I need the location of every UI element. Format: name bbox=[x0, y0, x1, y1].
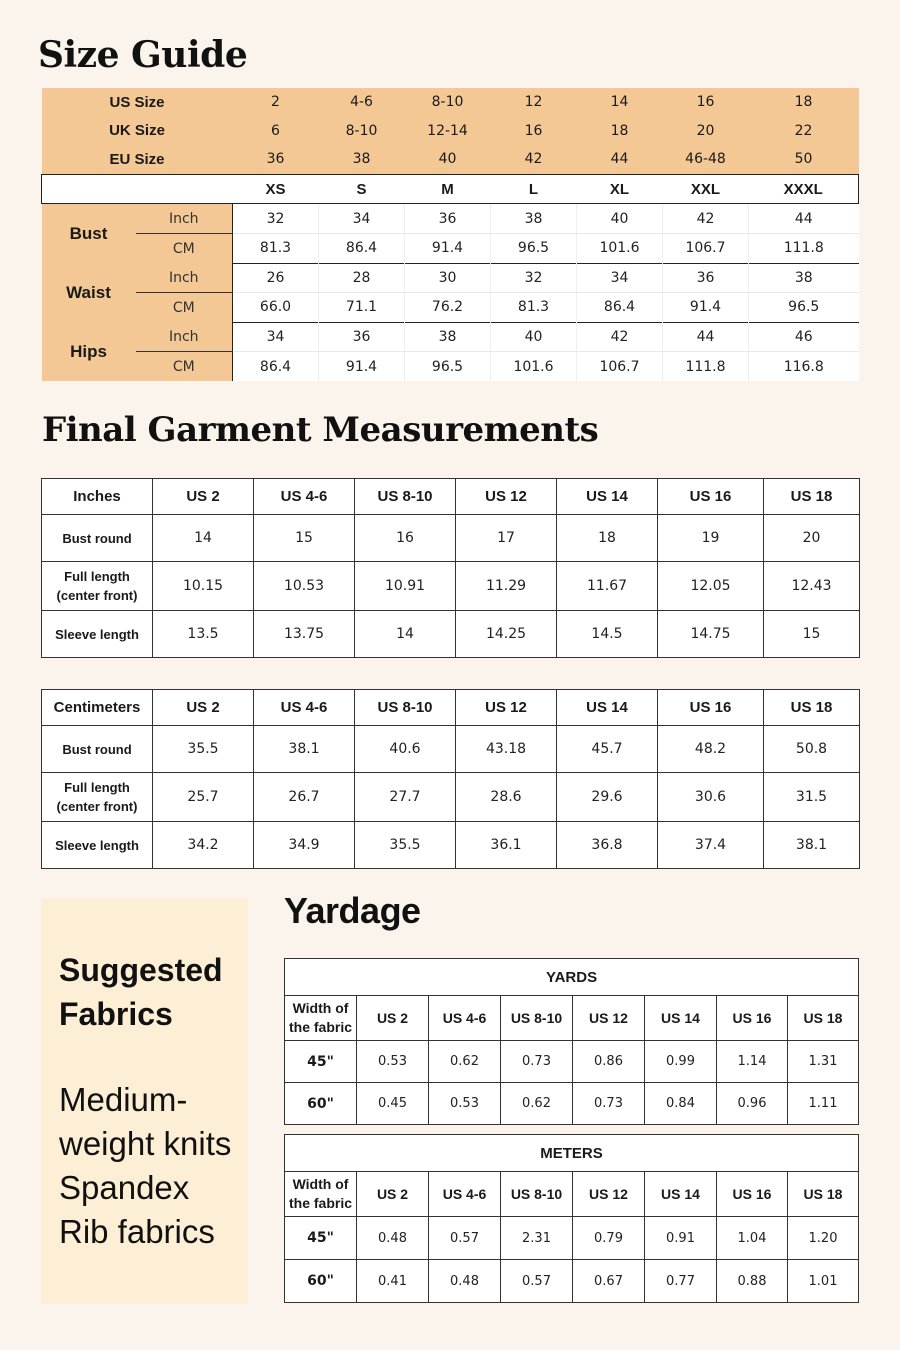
size-header: US 8-10 bbox=[355, 690, 456, 726]
value-cell: 16 bbox=[355, 515, 456, 562]
measure-cell: 42 bbox=[663, 204, 749, 234]
row-label-line: Full length bbox=[64, 780, 130, 795]
measure-cell: 96.5 bbox=[749, 293, 859, 323]
size-header: US 4-6 bbox=[254, 690, 355, 726]
table-row bbox=[42, 726, 860, 773]
fabrics-heading-line: Suggested bbox=[59, 952, 223, 988]
value-cell: 1.01 bbox=[788, 1260, 859, 1303]
row-label-line: (center front) bbox=[56, 799, 138, 814]
letter-size-cell: XS bbox=[233, 174, 319, 204]
value-cell: 14.5 bbox=[557, 611, 658, 658]
row-label-line: (center front) bbox=[56, 588, 138, 603]
measure-cell: 44 bbox=[749, 204, 859, 234]
table-row bbox=[285, 1083, 859, 1125]
size-cell: 8-10 bbox=[405, 88, 491, 117]
measure-cell: 28 bbox=[319, 263, 405, 293]
value-cell: 17 bbox=[456, 515, 557, 562]
waist-cm-row bbox=[42, 293, 859, 323]
value-cell: 1.20 bbox=[788, 1217, 859, 1260]
row-label: Bust round bbox=[42, 726, 153, 773]
uk-size-label: UK Size bbox=[42, 117, 233, 146]
measure-cell: 111.8 bbox=[663, 352, 749, 381]
value-cell: 15 bbox=[254, 515, 355, 562]
size-header: US 14 bbox=[557, 479, 658, 515]
value-cell: 12.43 bbox=[764, 562, 860, 611]
value-cell: 19 bbox=[658, 515, 764, 562]
size-header: US 18 bbox=[788, 1172, 859, 1217]
unit-header: Centimeters bbox=[42, 690, 153, 726]
size-cell: 42 bbox=[491, 145, 577, 174]
measure-cell: 91.4 bbox=[663, 293, 749, 323]
width-header-line: the fabric bbox=[288, 1195, 352, 1211]
width-label: 45" bbox=[285, 1041, 357, 1083]
eu-size-row bbox=[42, 145, 859, 174]
size-header: US 8-10 bbox=[501, 996, 573, 1041]
value-cell: 2.31 bbox=[501, 1217, 573, 1260]
size-header: US 14 bbox=[645, 1172, 717, 1217]
letter-size-row bbox=[42, 174, 859, 204]
row-label: Sleeve length bbox=[42, 822, 153, 869]
value-cell: 15 bbox=[764, 611, 860, 658]
value-cell: 0.41 bbox=[357, 1260, 429, 1303]
measure-cell: 86.4 bbox=[233, 352, 319, 381]
row-label: Sleeve length bbox=[42, 611, 153, 658]
value-cell: 0.53 bbox=[357, 1041, 429, 1083]
value-cell: 0.88 bbox=[717, 1260, 788, 1303]
size-header: US 18 bbox=[764, 479, 860, 515]
size-header: US 2 bbox=[357, 996, 429, 1041]
size-header: US 14 bbox=[645, 996, 717, 1041]
value-cell: 11.29 bbox=[456, 562, 557, 611]
letter-size-cell: M bbox=[405, 174, 491, 204]
size-header: US 16 bbox=[658, 479, 764, 515]
measure-cell: 86.4 bbox=[577, 293, 663, 323]
value-cell: 0.99 bbox=[645, 1041, 717, 1083]
value-cell: 0.48 bbox=[429, 1260, 501, 1303]
measure-cell: 40 bbox=[577, 204, 663, 234]
measure-cell: 46 bbox=[749, 322, 859, 352]
size-header: US 16 bbox=[658, 690, 764, 726]
value-cell: 37.4 bbox=[658, 822, 764, 869]
value-cell: 0.73 bbox=[501, 1041, 573, 1083]
row-label bbox=[42, 773, 153, 822]
value-cell: 36.8 bbox=[557, 822, 658, 869]
meters-table bbox=[284, 1134, 859, 1303]
size-cell: 20 bbox=[663, 117, 749, 146]
garment-inches-table bbox=[41, 478, 860, 658]
measure-cell: 40 bbox=[491, 322, 577, 352]
row-label: Bust round bbox=[42, 515, 153, 562]
measure-cell: 36 bbox=[663, 263, 749, 293]
us-size-label: US Size bbox=[42, 88, 233, 117]
value-cell: 38.1 bbox=[254, 726, 355, 773]
value-cell: 30.6 bbox=[658, 773, 764, 822]
measure-cell: 44 bbox=[663, 322, 749, 352]
measure-cell: 38 bbox=[749, 263, 859, 293]
value-cell: 13.75 bbox=[254, 611, 355, 658]
inch-unit-label: Inch bbox=[136, 322, 233, 352]
value-cell: 28.6 bbox=[456, 773, 557, 822]
cm-unit-label: CM bbox=[136, 293, 233, 323]
value-cell: 25.7 bbox=[153, 773, 254, 822]
size-cell: 12-14 bbox=[405, 117, 491, 146]
measure-cell: 34 bbox=[319, 204, 405, 234]
value-cell: 48.2 bbox=[658, 726, 764, 773]
value-cell: 1.31 bbox=[788, 1041, 859, 1083]
bust-inch-row bbox=[42, 204, 859, 234]
width-label: 60" bbox=[285, 1260, 357, 1303]
size-cell: 2 bbox=[233, 88, 319, 117]
width-header bbox=[285, 1172, 357, 1217]
size-cell: 40 bbox=[405, 145, 491, 174]
meters-caption: METERS bbox=[285, 1135, 859, 1172]
measure-cell: 106.7 bbox=[663, 233, 749, 263]
value-cell: 35.5 bbox=[355, 822, 456, 869]
size-cell: 16 bbox=[663, 88, 749, 117]
measure-cell: 38 bbox=[405, 322, 491, 352]
value-cell: 0.91 bbox=[645, 1217, 717, 1260]
value-cell: 0.86 bbox=[573, 1041, 645, 1083]
measure-cell: 34 bbox=[233, 322, 319, 352]
size-header: US 2 bbox=[153, 690, 254, 726]
fabrics-list bbox=[59, 1078, 231, 1254]
waist-label: Waist bbox=[42, 263, 136, 322]
value-cell: 14 bbox=[153, 515, 254, 562]
measure-cell: 36 bbox=[319, 322, 405, 352]
header-row bbox=[42, 690, 860, 726]
size-cell: 18 bbox=[749, 88, 859, 117]
header-row bbox=[285, 996, 859, 1041]
size-header: US 12 bbox=[573, 996, 645, 1041]
cm-unit-label: CM bbox=[136, 352, 233, 381]
measure-cell: 116.8 bbox=[749, 352, 859, 381]
size-header: US 18 bbox=[764, 690, 860, 726]
letter-size-cell: XXXL bbox=[749, 174, 859, 204]
width-label: 60" bbox=[285, 1083, 357, 1125]
value-cell: 36.1 bbox=[456, 822, 557, 869]
value-cell: 1.04 bbox=[717, 1217, 788, 1260]
value-cell: 10.91 bbox=[355, 562, 456, 611]
size-cell: 16 bbox=[491, 117, 577, 146]
size-cell: 46-48 bbox=[663, 145, 749, 174]
bust-cm-row bbox=[42, 233, 859, 263]
value-cell: 10.15 bbox=[153, 562, 254, 611]
size-header: US 12 bbox=[456, 479, 557, 515]
measure-cell: 38 bbox=[491, 204, 577, 234]
fabric-item: weight knits bbox=[59, 1125, 232, 1162]
hips-cm-row bbox=[42, 352, 859, 381]
size-cell: 36 bbox=[233, 145, 319, 174]
value-cell: 0.45 bbox=[357, 1083, 429, 1125]
table-row bbox=[285, 1260, 859, 1303]
value-cell: 29.6 bbox=[557, 773, 658, 822]
size-cell: 6 bbox=[233, 117, 319, 146]
value-cell: 0.77 bbox=[645, 1260, 717, 1303]
hips-inch-row bbox=[42, 322, 859, 352]
table-row bbox=[42, 515, 860, 562]
width-label: 45" bbox=[285, 1217, 357, 1260]
size-cell: 14 bbox=[577, 88, 663, 117]
letter-size-cell: XXL bbox=[663, 174, 749, 204]
table-row bbox=[285, 1041, 859, 1083]
width-header-line: Width of bbox=[292, 1176, 349, 1192]
measure-cell: 71.1 bbox=[319, 293, 405, 323]
header-row bbox=[285, 1172, 859, 1217]
value-cell: 31.5 bbox=[764, 773, 860, 822]
fabric-item: Spandex bbox=[59, 1169, 190, 1206]
fabrics-heading-line: Fabrics bbox=[59, 996, 173, 1032]
caption-row bbox=[285, 959, 859, 996]
size-header: US 2 bbox=[153, 479, 254, 515]
eu-size-label: EU Size bbox=[42, 145, 233, 174]
garment-cm-table bbox=[41, 689, 860, 869]
fabric-item: Medium- bbox=[59, 1081, 188, 1118]
letter-size-cell: S bbox=[319, 174, 405, 204]
size-header: US 4-6 bbox=[429, 1172, 501, 1217]
measure-cell: 101.6 bbox=[577, 233, 663, 263]
value-cell: 27.7 bbox=[355, 773, 456, 822]
uk-size-row bbox=[42, 117, 859, 146]
value-cell: 13.5 bbox=[153, 611, 254, 658]
size-cell: 22 bbox=[749, 117, 859, 146]
value-cell: 10.53 bbox=[254, 562, 355, 611]
fabrics-heading bbox=[59, 948, 223, 1036]
inch-unit-label: Inch bbox=[136, 204, 233, 234]
value-cell: 35.5 bbox=[153, 726, 254, 773]
value-cell: 14.25 bbox=[456, 611, 557, 658]
letter-size-blank bbox=[42, 174, 233, 204]
measure-cell: 106.7 bbox=[577, 352, 663, 381]
value-cell: 34.2 bbox=[153, 822, 254, 869]
value-cell: 0.79 bbox=[573, 1217, 645, 1260]
unit-header: Inches bbox=[42, 479, 153, 515]
size-cell: 18 bbox=[577, 117, 663, 146]
measure-cell: 26 bbox=[233, 263, 319, 293]
measure-cell: 96.5 bbox=[405, 352, 491, 381]
value-cell: 38.1 bbox=[764, 822, 860, 869]
header-row bbox=[42, 479, 860, 515]
value-cell: 1.11 bbox=[788, 1083, 859, 1125]
measure-cell: 111.8 bbox=[749, 233, 859, 263]
measure-cell: 30 bbox=[405, 263, 491, 293]
measure-cell: 81.3 bbox=[233, 233, 319, 263]
letter-size-cell: XL bbox=[577, 174, 663, 204]
row-label bbox=[42, 562, 153, 611]
width-header-line: Width of bbox=[292, 1000, 349, 1016]
measure-cell: 101.6 bbox=[491, 352, 577, 381]
size-header: US 8-10 bbox=[501, 1172, 573, 1217]
value-cell: 40.6 bbox=[355, 726, 456, 773]
value-cell: 0.57 bbox=[501, 1260, 573, 1303]
measure-cell: 81.3 bbox=[491, 293, 577, 323]
fabric-item: Rib fabrics bbox=[59, 1213, 215, 1250]
value-cell: 14.75 bbox=[658, 611, 764, 658]
bust-label: Bust bbox=[42, 204, 136, 263]
value-cell: 12.05 bbox=[658, 562, 764, 611]
size-cell: 12 bbox=[491, 88, 577, 117]
measure-cell: 86.4 bbox=[319, 233, 405, 263]
value-cell: 0.62 bbox=[501, 1083, 573, 1125]
size-header: US 18 bbox=[788, 996, 859, 1041]
measure-cell: 34 bbox=[577, 263, 663, 293]
row-label-line: Full length bbox=[64, 569, 130, 584]
measure-cell: 91.4 bbox=[405, 233, 491, 263]
value-cell: 0.67 bbox=[573, 1260, 645, 1303]
value-cell: 0.48 bbox=[357, 1217, 429, 1260]
value-cell: 0.53 bbox=[429, 1083, 501, 1125]
value-cell: 34.9 bbox=[254, 822, 355, 869]
size-cell: 4-6 bbox=[319, 88, 405, 117]
size-header: US 12 bbox=[456, 690, 557, 726]
size-header: US 4-6 bbox=[429, 996, 501, 1041]
table-row bbox=[285, 1217, 859, 1260]
measure-cell: 91.4 bbox=[319, 352, 405, 381]
table-row bbox=[42, 773, 860, 822]
value-cell: 11.67 bbox=[557, 562, 658, 611]
value-cell: 45.7 bbox=[557, 726, 658, 773]
measure-cell: 32 bbox=[491, 263, 577, 293]
measure-cell: 42 bbox=[577, 322, 663, 352]
size-cell: 8-10 bbox=[319, 117, 405, 146]
size-guide-table bbox=[41, 88, 859, 381]
hips-label: Hips bbox=[42, 322, 136, 381]
size-header: US 12 bbox=[573, 1172, 645, 1217]
size-cell: 50 bbox=[749, 145, 859, 174]
value-cell: 50.8 bbox=[764, 726, 860, 773]
size-header: US 4-6 bbox=[254, 479, 355, 515]
garment-title: Final Garment Measurements bbox=[42, 410, 599, 450]
size-header: US 2 bbox=[357, 1172, 429, 1217]
inch-unit-label: Inch bbox=[136, 263, 233, 293]
cm-unit-label: CM bbox=[136, 233, 233, 263]
width-header bbox=[285, 996, 357, 1041]
value-cell: 26.7 bbox=[254, 773, 355, 822]
value-cell: 0.84 bbox=[645, 1083, 717, 1125]
suggested-fabrics-panel bbox=[41, 898, 248, 1304]
measure-cell: 76.2 bbox=[405, 293, 491, 323]
value-cell: 20 bbox=[764, 515, 860, 562]
size-header: US 16 bbox=[717, 996, 788, 1041]
us-size-row bbox=[42, 88, 859, 117]
value-cell: 14 bbox=[355, 611, 456, 658]
size-cell: 44 bbox=[577, 145, 663, 174]
value-cell: 1.14 bbox=[717, 1041, 788, 1083]
value-cell: 0.96 bbox=[717, 1083, 788, 1125]
size-guide-title: Size Guide bbox=[38, 34, 248, 76]
value-cell: 0.57 bbox=[429, 1217, 501, 1260]
measure-cell: 96.5 bbox=[491, 233, 577, 263]
table-row bbox=[42, 611, 860, 658]
value-cell: 18 bbox=[557, 515, 658, 562]
measure-cell: 32 bbox=[233, 204, 319, 234]
yardage-title: Yardage bbox=[284, 890, 421, 931]
yards-caption: YARDS bbox=[285, 959, 859, 996]
value-cell: 0.62 bbox=[429, 1041, 501, 1083]
measure-cell: 66.0 bbox=[233, 293, 319, 323]
value-cell: 0.73 bbox=[573, 1083, 645, 1125]
size-cell: 38 bbox=[319, 145, 405, 174]
letter-size-cell: L bbox=[491, 174, 577, 204]
size-header: US 14 bbox=[557, 690, 658, 726]
width-header-line: the fabric bbox=[288, 1019, 352, 1035]
yards-table bbox=[284, 958, 859, 1125]
size-header: US 16 bbox=[717, 1172, 788, 1217]
table-row bbox=[42, 562, 860, 611]
size-header: US 8-10 bbox=[355, 479, 456, 515]
table-row bbox=[42, 822, 860, 869]
value-cell: 43.18 bbox=[456, 726, 557, 773]
waist-inch-row bbox=[42, 263, 859, 293]
measure-cell: 36 bbox=[405, 204, 491, 234]
caption-row bbox=[285, 1135, 859, 1172]
